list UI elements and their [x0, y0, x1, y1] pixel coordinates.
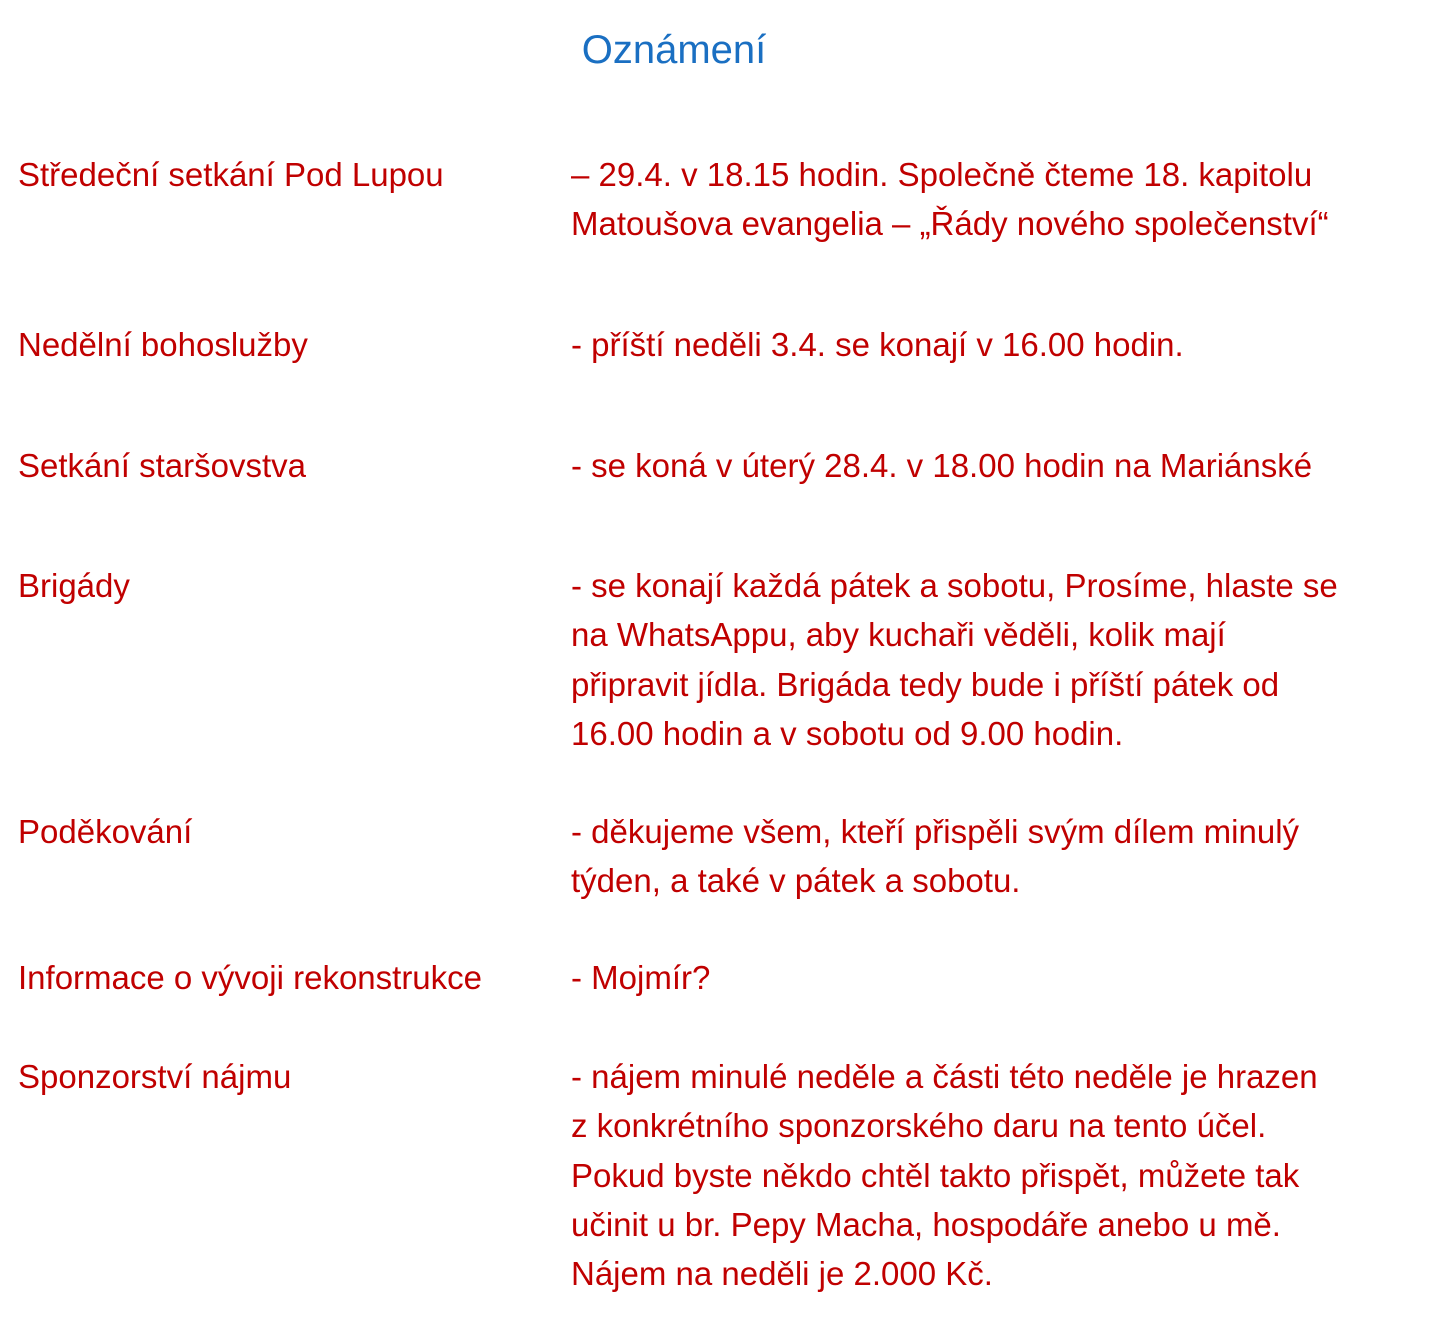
description-line: - příští neděli 3.4. se konají v 16.00 hodin. [571, 326, 1184, 363]
announcement-label: Setkání staršovstva [18, 447, 306, 484]
announcement-description [571, 807, 1441, 906]
description-line: na WhatsAppu, aby kuchaři věděli, kolik mají [571, 616, 1226, 654]
page-title: Oznámení [581, 28, 767, 72]
announcement-description [571, 320, 1441, 369]
announcement-description [571, 953, 1441, 1002]
announcement-description [571, 561, 1441, 758]
description-line: - Mojmír? [571, 959, 711, 996]
description-line: učinit u br. Pepy Macha, hospodáře anebo u mě. [571, 1205, 1281, 1243]
announcement-description [571, 150, 1441, 249]
announcement-label: Středeční setkání Pod Lupou [18, 156, 444, 193]
description-line: - se koná v úterý 28.4. v 18.00 hodin na Mariánské [571, 447, 1313, 484]
announcement-label: Brigády [18, 567, 130, 604]
announcement-label: Sponzorství nájmu [18, 1058, 292, 1095]
description-line: týden, a také v pátek a sobotu. [571, 862, 1021, 900]
description-line: Pokud byste někdo chtěl takto přispět, můžete tak [571, 1156, 1300, 1194]
announcement-label: Poděkování [18, 813, 193, 850]
announcement-description [571, 441, 1441, 490]
description-line: – 29.4. v 18.15 hodin. Společně čteme 18. kapitolu [571, 156, 1313, 193]
description-line: Nájem na neděli je 2.000 Kč. [571, 1255, 993, 1293]
description-line: - se konají každá pátek a sobotu, Prosíme, hlaste se [571, 567, 1338, 604]
description-line: z konkrétního sponzorského daru na tento účel. [571, 1107, 1267, 1145]
announcement-label: Nedělní bohoslužby [18, 326, 308, 363]
description-line: - děkujeme všem, kteří přispěli svým dílem minulý [571, 813, 1300, 850]
announcement-description [571, 1052, 1441, 1298]
description-line: 16.00 hodin a v sobotu od 9.00 hodin. [571, 714, 1124, 752]
description-line: - nájem minulé neděle a části této neděle je hrazen [571, 1058, 1318, 1095]
announcement-label: Informace o vývoji rekonstrukce [18, 959, 483, 996]
description-line: Matoušova evangelia – „Řády nového společenství“ [571, 205, 1329, 243]
description-line: připravit jídla. Brigáda tedy bude i příští pátek od [571, 665, 1280, 703]
